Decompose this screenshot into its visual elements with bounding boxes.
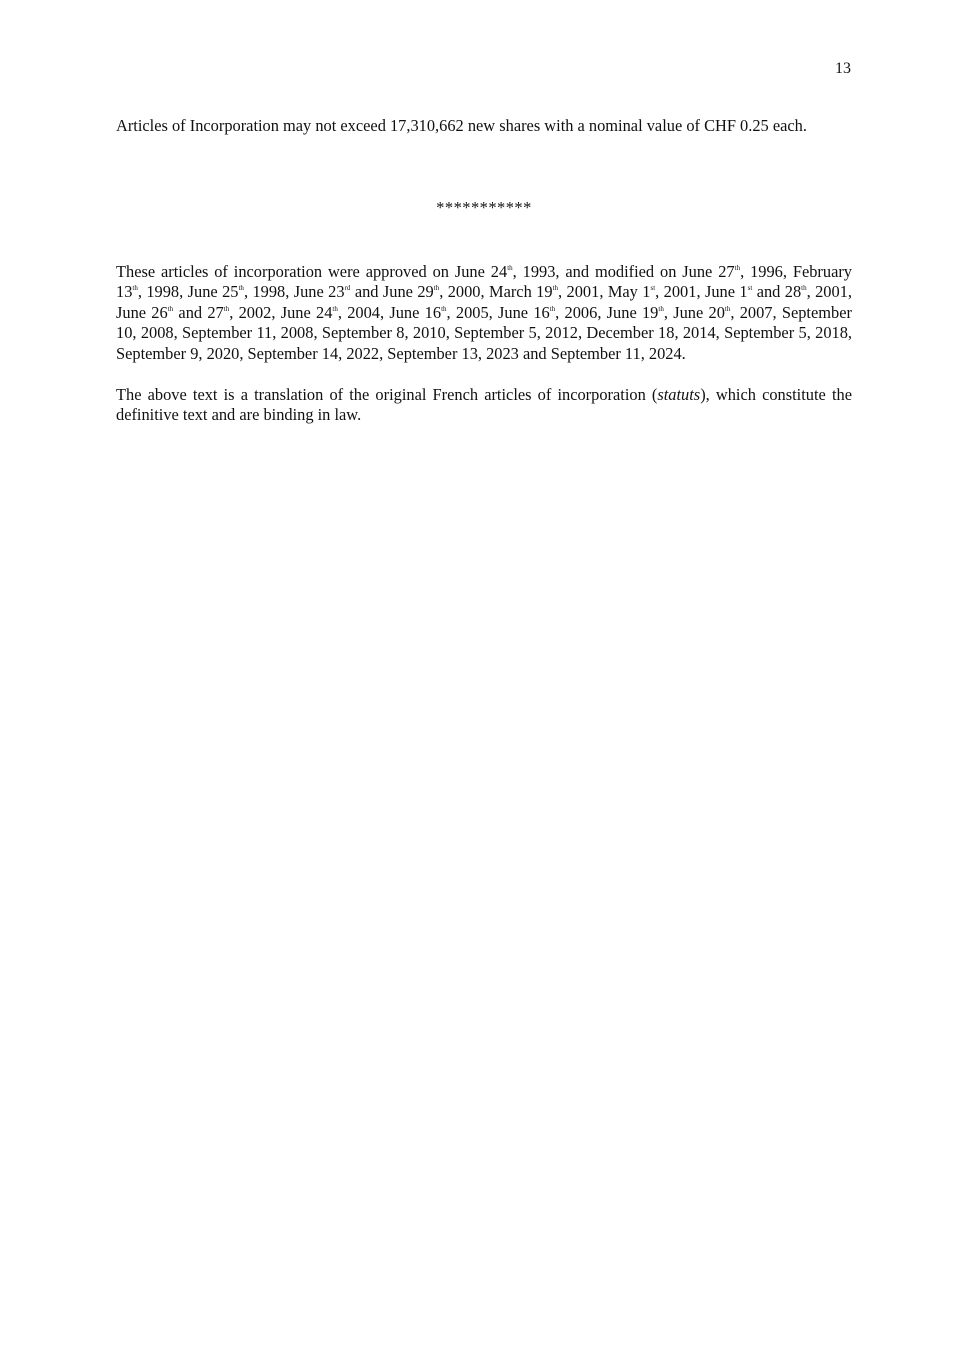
ordinal-suffix: th	[801, 284, 807, 293]
date-segment: , 2001, May 1	[558, 282, 651, 302]
date-segment: , 2000, March 19	[439, 282, 553, 302]
ordinal-suffix: th	[132, 284, 138, 293]
date-segment: , 2006, June 19	[555, 302, 659, 322]
date-segment: , June 20	[663, 302, 725, 322]
date-segment: , 1996, February 13	[116, 261, 852, 302]
paragraph-approval-dates	[116, 262, 852, 365]
ordinal-suffix: th	[433, 284, 440, 293]
date-segment: and 28	[752, 282, 802, 302]
date-segment: , 1993, and modified on June 27	[512, 261, 735, 281]
date-segment: , 1998, June 23	[243, 282, 345, 302]
ordinal-suffix: th	[223, 304, 230, 313]
ordinal-suffix: th	[724, 304, 731, 313]
translation-text-before: The above text is a translation of the original French articles of incorporation (	[116, 384, 658, 404]
approval-lead-text: These articles of incorporation were approved on June 24	[116, 261, 508, 281]
ordinal-suffix: rd	[344, 284, 351, 293]
date-segment: , 2004, June 16	[337, 302, 442, 322]
paragraph-continued-shares: Articles of Incorporation may not exceed 17,310,662 new shares with a nominal value of CHF 0.25 each.	[116, 116, 807, 135]
date-segment: , 2001, June 1	[655, 282, 748, 302]
date-segment: , 2002, June 24	[229, 302, 333, 322]
ordinal-suffix: th	[332, 304, 338, 313]
page-content	[116, 116, 852, 426]
ordinal-suffix: th	[238, 284, 244, 293]
ordinal-suffix: st	[747, 284, 753, 293]
ordinal-suffix: th	[552, 284, 559, 293]
translation-text-after: ), which constitute the definitive text and are binding in law.	[116, 384, 852, 425]
ordinal-suffix: th	[441, 304, 447, 313]
ordinal-suffix: th	[734, 263, 741, 272]
date-segment: , 1998, June 25	[137, 282, 239, 302]
approval-tail-text: , 2007, September 10, 2008, September 11, 2008, September 8, 2010, September 5, 2012, December 18, 2014, September 5, 2018, September 9, 2020, September 14, 2022, September 13, 2023 and September 11, 2024.	[116, 302, 852, 363]
paragraph-translation-notice	[116, 385, 852, 426]
ordinal-suffix: st	[650, 284, 656, 293]
ordinal-suffix: th	[658, 304, 664, 313]
date-segment: and 27	[173, 302, 224, 322]
section-separator: ***********	[436, 197, 532, 217]
translation-italic-term: statuts	[657, 384, 701, 404]
ordinal-suffix: th	[167, 304, 174, 313]
date-segment: , 2001, June 26	[116, 282, 852, 322]
date-segment: and June 29	[350, 282, 434, 302]
ordinal-suffix: th	[507, 263, 513, 272]
ordinal-suffix: th	[549, 304, 556, 313]
date-segment: , 2005, June 16	[446, 302, 550, 322]
page-number: 13	[835, 60, 851, 77]
